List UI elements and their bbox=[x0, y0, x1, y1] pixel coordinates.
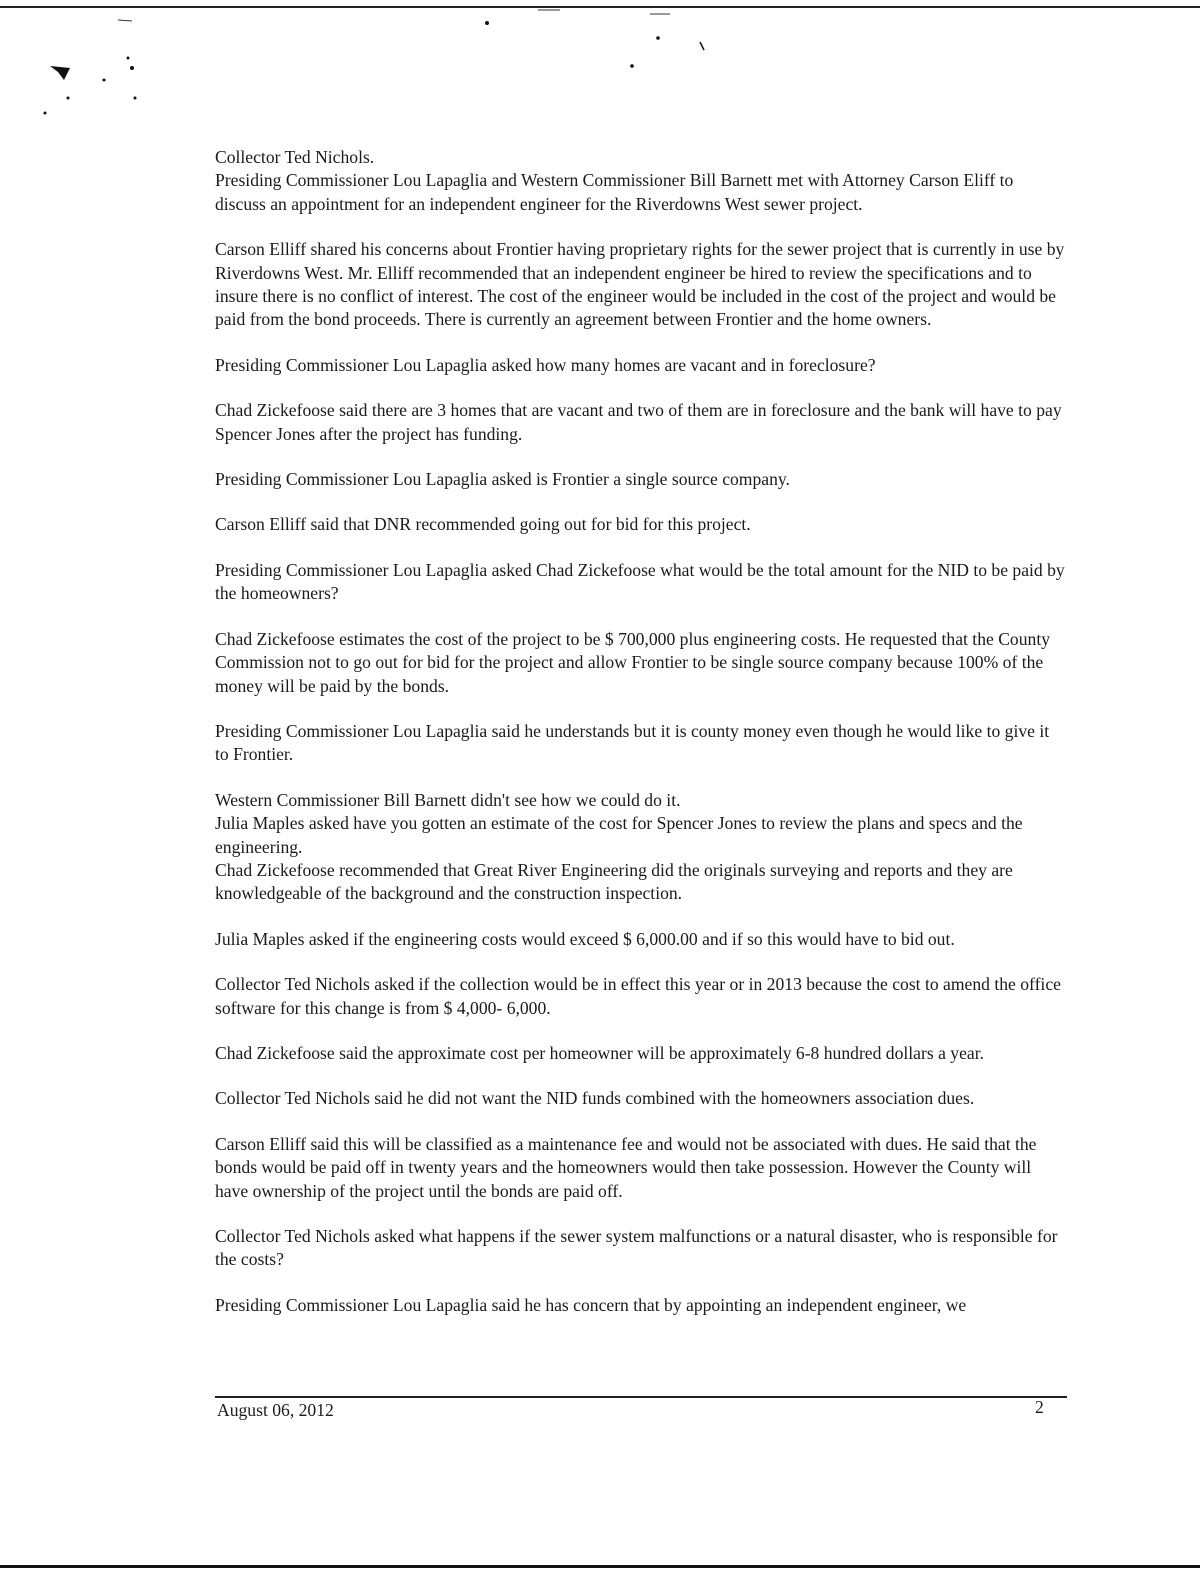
paragraph: Presiding Commissioner Lou Lapaglia said he has concern that by appointing an independent engineer, we bbox=[215, 1294, 967, 1315]
paragraph: Julia Maples asked have you gotten an estimate of the cost for Spencer Jones to review the plans and specs and the engineering. bbox=[215, 813, 1023, 857]
paragraph: Julia Maples asked if the engineering costs would exceed $ 6,000.00 and if so this would have to bid out. bbox=[215, 928, 955, 949]
paragraph: Collector Ted Nichols. bbox=[215, 147, 375, 167]
footer-date: August 06, 2012 bbox=[217, 1400, 334, 1420]
paragraph: Chad Zickefoose said there are 3 homes that are vacant and two of them are in foreclosure and the bank will have to pay Spencer Jones after the project has funding. bbox=[215, 400, 1062, 444]
paragraph: Collector Ted Nichols said he did not want the NID funds combined with the homeowners association dues. bbox=[215, 1088, 975, 1109]
paragraph: Carson Elliff shared his concerns about Frontier having proprietary rights for the sewer project that is currently in use by Riverdowns West. Mr. Elliff recommended that an independent engineer be hired to review the specifications and to insure there is no conflict of interest. The cost of the engineer would be included in the cost of the project and would be paid from the bond proceeds. There is currently an agreement between Frontier and the home owners. bbox=[215, 239, 1065, 330]
paragraph: Chad Zickefoose recommended that Great River Engineering did the originals surveying and reports and they are knowledgeable of the background and the construction inspection. bbox=[215, 859, 1013, 904]
paragraph: Western Commissioner Bill Barnett didn't see how we could do it. bbox=[215, 789, 681, 810]
paragraph: Presiding Commissioner Lou Lapaglia asked how many homes are vacant and in foreclosure? bbox=[215, 354, 876, 375]
paragraph: Presiding Commissioner Lou Lapaglia asked is Frontier a single source company. bbox=[215, 469, 790, 490]
paragraph: Presiding Commissioner Lou Lapaglia asked Chad Zickefoose what would be the total amount for the NID to be paid by the homeowners? bbox=[215, 559, 1065, 604]
bottom-scan-edge bbox=[0, 1565, 1200, 1568]
page-number: 2 bbox=[1035, 1397, 1044, 1417]
paragraph: Carson Elliff said that DNR recommended going out for bid for this project. bbox=[215, 514, 751, 535]
scan-specks bbox=[0, 0, 1200, 130]
minutes-body bbox=[215, 146, 1065, 1317]
paragraph: Presiding Commissioner Lou Lapaglia and Western Commissioner Bill Barnett met with Attorney Carson Eliff to discuss an appointment for an independent engineer for the Riverdowns West sewer project. bbox=[215, 170, 1014, 214]
paragraph: Collector Ted Nichols asked what happens if the sewer system malfunctions or a natural disaster, who is responsible for the costs? bbox=[215, 1226, 1058, 1270]
footer-rule bbox=[215, 1396, 1067, 1398]
paragraph: Presiding Commissioner Lou Lapaglia said he understands but it is county money even though he would like to give it to Frontier. bbox=[215, 720, 1050, 765]
paragraph: Chad Zickefoose said the approximate cost per homeowner will be approximately 6-8 hundred dollars a year. bbox=[215, 1042, 984, 1063]
paragraph: Chad Zickefoose estimates the cost of the project to be $ 700,000 plus engineering costs. He requested that the County Commission not to go out for bid for the project and allow Frontier to be single source company because 100% of the money will be paid by the bonds. bbox=[215, 628, 1051, 696]
paragraph: Carson Elliff said this will be classified as a maintenance fee and would not be associated with dues. He said that the bonds would be paid off in twenty years and the homeowners would then take possession. However the County will have ownership of the project until the bonds are paid off. bbox=[215, 1133, 1037, 1201]
paragraph: Collector Ted Nichols asked if the collection would be in effect this year or in 2013 because the cost to amend the office software for this change is from $ 4,000- 6,000. bbox=[215, 974, 1061, 1018]
